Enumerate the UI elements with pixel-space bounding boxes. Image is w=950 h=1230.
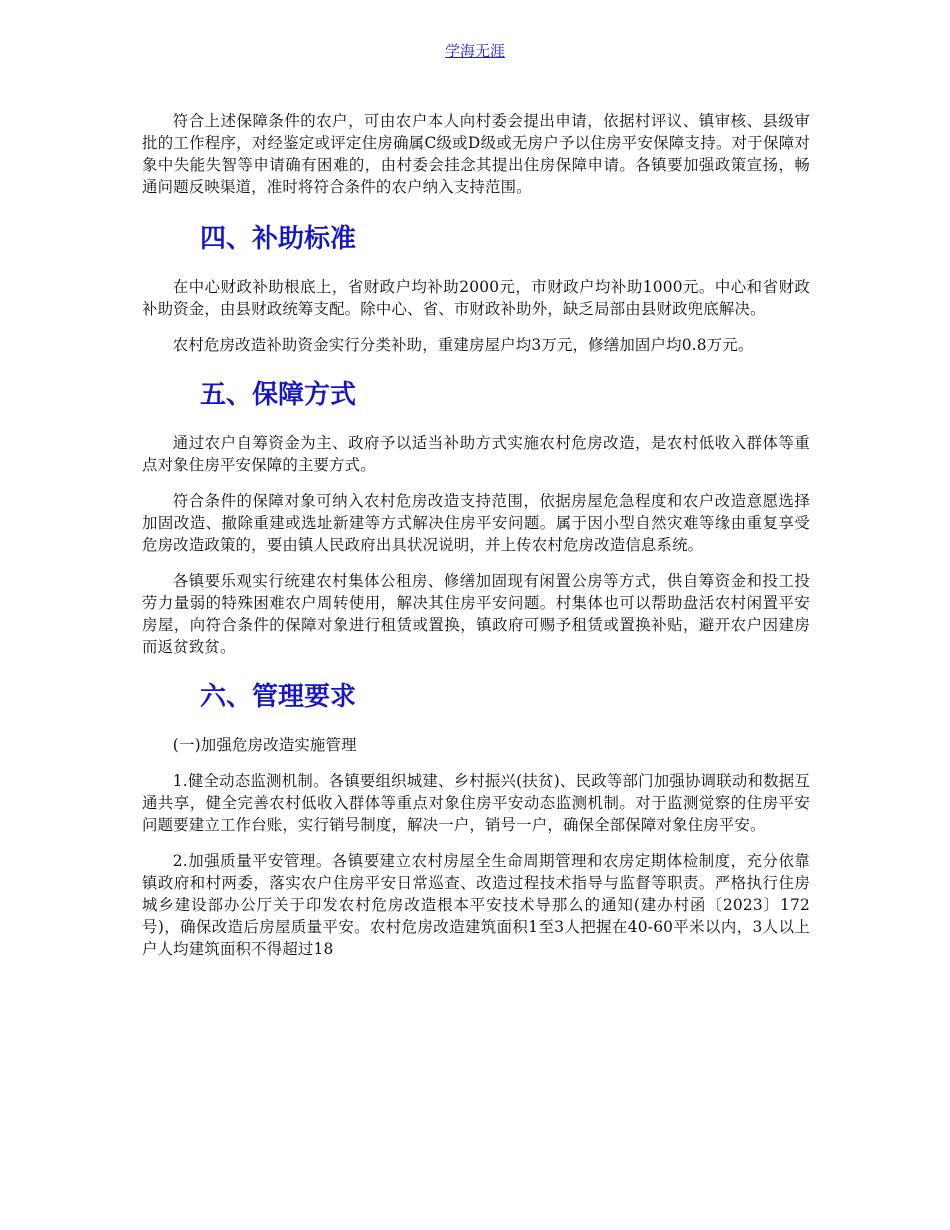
paragraph-application-process: 符合上述保障条件的农户，可由农户本人向村委会提出申请，依据村评议、镇审核、县级审批的工作程序，对经鉴定或评定住房确属C级或D级或无房户予以住房平安保障支持。对于保障对象中失能失智等申请确有困难的，由村委会挂念其提出住房保障申请。各镇要加强政策宣扬，畅通问题反映渠道，准时将符合条件的农户纳入支持范围。 [142, 112, 810, 196]
paragraph-subheading-implementation: (一)加强危房改造实施管理 [172, 736, 357, 754]
paragraph-eligible-objects: 符合条件的保障对象可纳入农村危房改造支持范围，依据房屋危急程度和农户改造意愿选择加固改造、撤除重建或选址新建等方式解决住房平安问题。属于因小型自然灾难等缘由重复享受危房改造政策的，要由镇人民政府出具状况说明，并上传农村危房改造信息系统。 [142, 492, 810, 554]
paragraph-subsidy-amount: 在中心财政补助根底上，省财政户均补助2000元，市财政户均补助1000元。中心和省财政补助资金，由县财政统筹支配。除中心、省、市财政补助外，缺乏局部由县财政兜底解决。 [142, 278, 810, 318]
paragraph-monitoring-mechanism: 1.健全动态监测机制。各镇要组织城建、乡村振兴(扶贫)、民政等部门加强协调联动和数据互通共享，健全完善农村低收入群体等重点对象住房平安动态监测机制。对于监测觉察的住房平安问题要建立工作台账，实行销号制度，解决一户，销号一户，确保全部保障对象住房平安。 [142, 772, 810, 834]
section-heading-management-requirements: 六、管理要求 [200, 682, 357, 712]
paragraph-subsidy-classification: 农村危房改造补助资金实行分类补助，重建房屋户均3万元，修缮加固户均0.8万元。 [172, 336, 754, 354]
section-heading-guarantee-method: 五、保障方式 [200, 380, 357, 410]
header-link[interactable]: 学海无涯 [444, 42, 505, 60]
paragraph-public-rental: 各镇要乐观实行统建农村集体公租房、修缮加固现有闲置公房等方式，供自筹资金和投工投劳力量弱的特殊困难农户周转使用，解决其住房平安问题。村集体也可以帮助盘活农村闲置平安房屋，向符合条件的保障对象进行租赁或置换，镇政府可赐予租赁或置换补贴，避开农户因建房而返贫致贫。 [142, 572, 810, 656]
paragraph-quality-safety: 2.加强质量平安管理。各镇要建立农村房屋全生命周期管理和农房定期体检制度，充分依靠镇政府和村两委，落实农户住房平安日常巡查、改造过程技术指导与监督等职责。严格执行住房城乡建设部办公厅关于印发农村危房改造根本平安技术导那么的通知(建办村函〔2023〕172号)，确保改造后房屋质量平安。农村危房改造建筑面积1至3人把握在40-60平米以内，3人以上户人均建筑面积不得超过18 [142, 852, 810, 958]
section-heading-subsidy-standard: 四、补助标准 [200, 224, 357, 254]
paragraph-self-funding: 通过农户自筹资金为主、政府予以适当补助方式实施农村危房改造，是农村低收入群体等重点对象住房平安保障的主要方式。 [142, 434, 810, 474]
document-body [142, 110, 810, 974]
